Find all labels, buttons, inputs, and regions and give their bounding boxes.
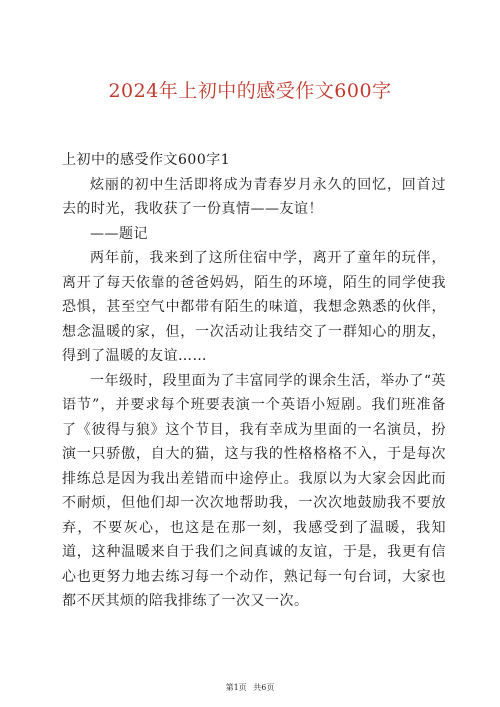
page-footer [0, 683, 500, 693]
document-body [62, 148, 446, 614]
essay-heading: 上初中的感受作文600字1 [62, 152, 231, 168]
paragraph-intro: 炫丽的初中生活即将成为青春岁月永久的回忆，回首过去的时光，我收获了一份真情——友谊！ [62, 176, 446, 217]
paragraph-body-1: 两年前，我来到了这所住宿中学，离开了童年的玩伴，离开了每天依靠的爸爸妈妈，陌生的环境，陌生的同学使我恐惧，甚至空气中都带有陌生的味道，我想念熟悉的伙伴，想念温暖的家，但，一次活动让我结交了一群知心的朋友，得到了温暖的友谊…… [62, 250, 446, 364]
paragraph-body-2: 一年级时，段里面为了丰富同学的课余生活，举办了“英语节”，并要求每个班要表演一个英语小短剧。我们班准备了《彼得与狼》这个节目，我有幸成为里面的一名演员，扮演一只骄傲，自大的猫，这与我的性格格格不入，于是每次排练总是因为我出差错而中途停止。我原以为大家会因此而不耐烦，但他们却一次次地帮助我，一次次地鼓励我不要放弃，不要灰心，也这是在那一刻，我感受到了温暖，我知道，这种温暖来自于我们之间真诚的友谊，于是，我更有信心也更努力地去练习每一个动作，熟记每一句台词，大家也都不厌其烦的陪我排练了一次又一次。 [62, 372, 446, 609]
page-number: 第1页 [225, 683, 247, 692]
paragraph-epigraph: ——题记 [90, 225, 148, 242]
document-title: 2024年上初中的感受作文600字 [108, 80, 392, 102]
page-total: 共6页 [253, 683, 275, 692]
